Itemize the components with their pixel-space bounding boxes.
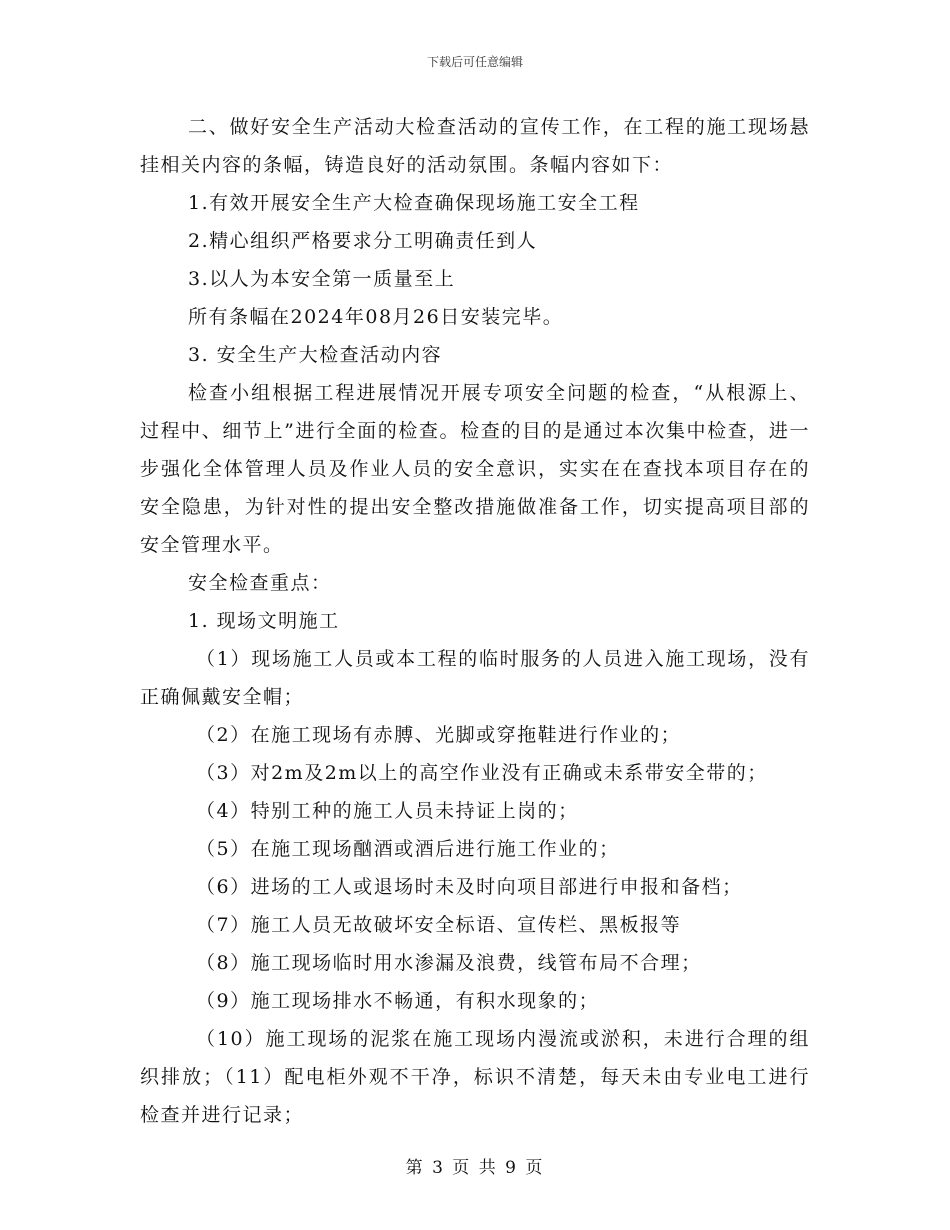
paragraph-inspection-purpose: 检查小组根据工程进展情况开展专项安全问题的检查，“从根源上、过程中、细节上”进行全面的检查。检查的目的是通过本次集中检查，进一步强化全体管理人员及作业人员的安全意识，实实在在查找本项目存在的安全隐患，为针对性的提出安全整改措施做准备工作，切实提高项目部的安全管理水平。: [140, 382, 810, 556]
page-number-footer: 第 3 页 共 9 页: [405, 1158, 545, 1178]
banner-completion-note: 所有条幅在2024年08月26日安装完毕。: [188, 306, 564, 328]
page-header-note: 下载后可任意编辑: [426, 55, 523, 69]
list-item-1: （1）现场施工人员或本工程的临时服务的人员进入施工现场，没有正确佩戴安全帽；: [140, 648, 810, 708]
banner-item-1: 1.有效开展安全生产大检查确保现场施工安全工程: [188, 192, 640, 214]
subheading-site-civilization: 1. 现场文明施工: [188, 610, 340, 632]
list-item-7: （7）施工人员无故破坏安全标语、宣传栏、黑板报等: [196, 914, 682, 936]
list-item-2: （2）在施工现场有赤膊、光脚或穿拖鞋进行作业的；: [196, 724, 682, 746]
paragraph-publicity: 二、做好安全生产活动大检查活动的宣传工作，在工程的施工现场悬挂相关内容的条幅，铸造良好的活动氛围。条幅内容如下：: [140, 116, 810, 176]
document-body: [140, 108, 810, 1134]
list-item-3: （3）对2m及2m以上的高空作业没有正确或未系带安全带的；: [196, 762, 768, 784]
banner-item-2: 2.精心组织严格要求分工明确责任到人: [188, 230, 538, 252]
section-heading-activity-content: 3. 安全生产大检查活动内容: [188, 344, 443, 366]
list-item-9: （9）施工现场排水不畅通，有积水现象的；: [196, 990, 600, 1012]
list-item-5: （5）在施工现场酗酒或酒后进行施工作业的；: [196, 838, 620, 860]
inspection-focus-heading: 安全检查重点：: [188, 572, 332, 594]
list-item-8: （8）施工现场临时用水渗漏及浪费，线管布局不合理；: [196, 952, 702, 974]
list-item-4: （4）特别工种的施工人员未持证上岗的；: [196, 800, 579, 822]
banner-item-3: 3.以人为本安全第一质量至上: [188, 268, 456, 290]
list-item-10-11: （10）施工现场的泥浆在施工现场内漫流或淤积，未进行合理的组织排放；（11）配电柜外观不干净，标识不清楚，每天未由专业电工进行检查并进行记录；: [140, 1028, 810, 1126]
list-item-6: （6）进场的工人或退场时未及时向项目部进行申报和备档；: [196, 876, 743, 898]
